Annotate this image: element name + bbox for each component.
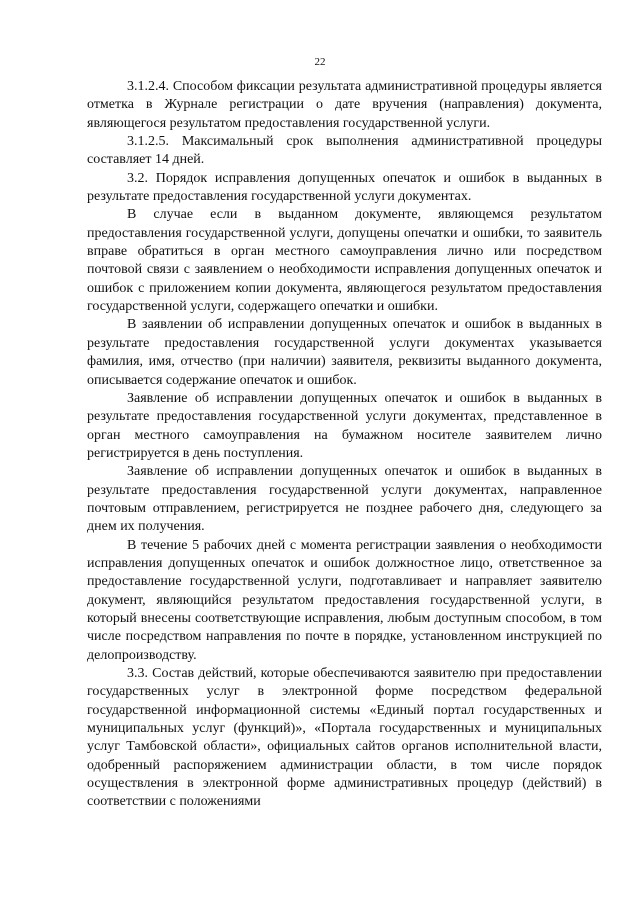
paragraph-3-3-electronic-form: 3.3. Состав действий, которые обеспечиваются заявителю при предоставлении государственных услуг в электронной форме посредством федеральной государственной информационной системы «Единый портал государственных и муниципальных услуг (функций)», «Портала государственных и муниципальных услуг Тамбовской области», официальных сайтов органов исполнительной власти, одобренный распоряжением администрации области, в том числе порядок осуществления в электронной форме административных процедур (действий) в соответствии с положениями bbox=[87, 666, 602, 810]
paragraph-correction-deadline: В течение 5 рабочих дней с момента регистрации заявления о необходимости исправления допущенных опечаток и ошибок должностное лицо, ответственное за предоставление государственной услуги, подготавливает и направляет заявителю документ, являющийся результатом предоставления государственной услуги, в который внесены соответствующие исправления, любым доступным способом, в том числе посредством направления по почте в порядке, установленном инструкцией по делопроизводству. bbox=[87, 537, 602, 663]
paragraph-typo-request: В случае если в выданном документе, являющемся результатом предоставления государственной услуги, допущены опечатки и ошибки, то заявитель вправе обратиться в орган местного самоуправления лично или посредством почтовой связи с заявлением о необходимости исправления допущенных опечаток и ошибок с приложением копии документа, являющегося результатом предоставления государственной услуги, содержащего опечатки и ошибки. bbox=[87, 207, 602, 315]
document-body bbox=[87, 78, 602, 812]
paragraph-paper-registration: Заявление об исправлении допущенных опечаток и ошибок в выданных в результате предоставления государственной услуги документах, представленное в орган местного самоуправления на бумажном носителе заявителем лично регистрируется в день поступления. bbox=[87, 390, 602, 461]
page-number: 22 bbox=[314, 56, 326, 68]
paragraph-3-1-2-4: 3.1.2.4. Способом фиксации результата административной процедуры является отметка в Журнале регистрации о дате вручения (направления) документа, являющегося результатом предоставления государственной услуги. bbox=[87, 79, 602, 131]
paragraph-3-1-2-5: 3.1.2.5. Максимальный срок выполнения административной процедуры составляет 14 дней. bbox=[87, 134, 602, 168]
paragraph-postal-registration: Заявление об исправлении допущенных опечаток и ошибок в выданных в результате предоставления государственной услуги документах, направленное почтовым отправлением, регистрируется не позднее рабочего дня, следующего за днем их получения. bbox=[87, 464, 602, 535]
paragraph-3-2-heading: 3.2. Порядок исправления допущенных опечаток и ошибок в выданных в результате предоставления государственной услуги документах. bbox=[87, 170, 602, 205]
paragraph-application-contents: В заявлении об исправлении допущенных опечаток и ошибок в выданных в результате предоставления государственной услуги документах указывается фамилия, имя, отчество (при наличии) заявителя, реквизиты выданного документа, описывается содержание опечаток и ошибок. bbox=[87, 317, 602, 388]
